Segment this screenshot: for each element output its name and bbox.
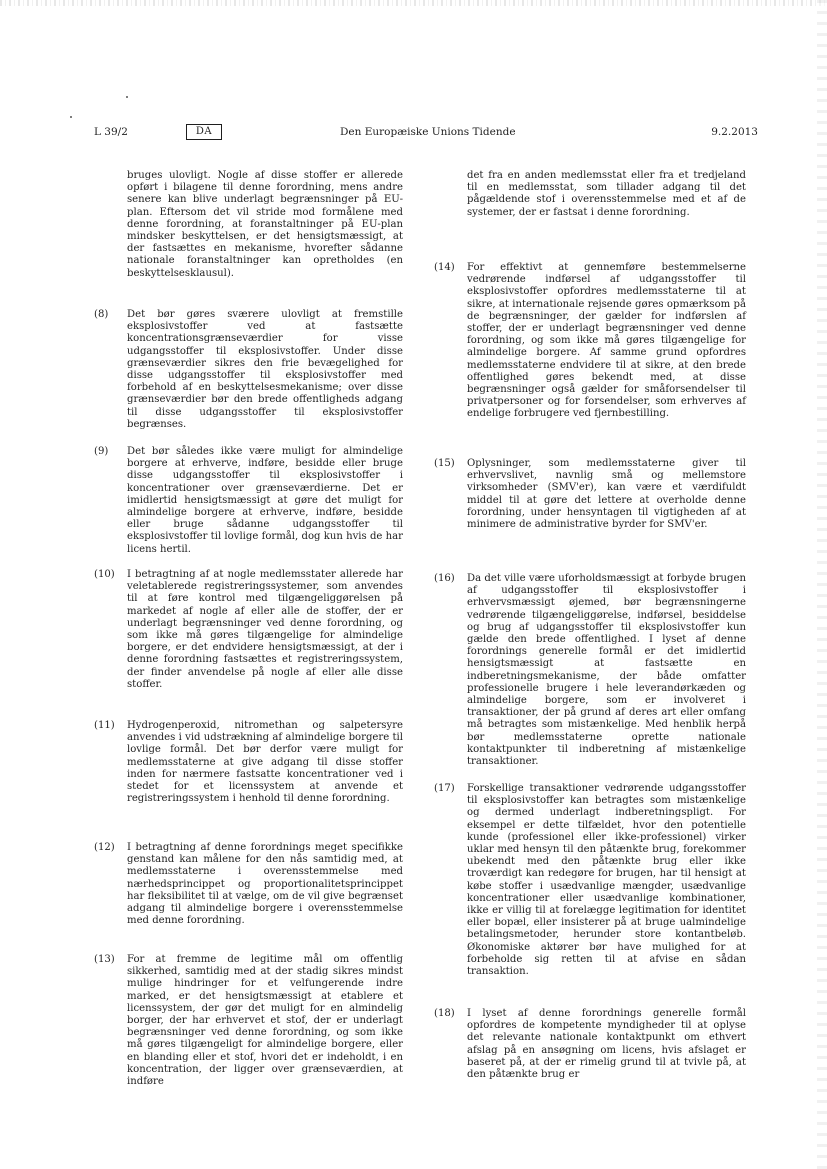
journal-title: Den Europæiske Unions Tidende [340,126,516,138]
recital-number: (17) [434,783,455,794]
scan-artifact-top [0,0,827,6]
recital-text: bruges ulovligt. Nogle af disse stoffer er allerede opført i bilagene til denne forordning, mens andre senere kan blive underlagt begrænsninger på EU-plan. Eftersom det vil stride mod formålene med denne forordning, at foranstaltninger på EU-plan mindsker beskyttelsen, er det hensigtsmæssigt, at der fastsættes en mekanisme, hvorefter sådanne nationale foranstaltninger kan opretholdes (en beskyttelsesklausul). [127,170,403,279]
recital-text: Da det ville være uforholdsmæssigt at forbyde brugen af udgangsstoffer til eksplosivstoffer i erhvervsmæssigt øjemed, bør begrænsningerne vedrørende tilgængeliggørelse, indførsel, besiddelse og brug af udgangsstoffer til eksplosivstoffer kun gælde den brede offentlighed. I lyset af denne forordnings generelle formål er det imidlertid hensigtsmæssigt at fastsætte en indberetningsmekanisme, der både omfatter professionelle brugere i hele leverandørkæden og almindelige borgere, som er involveret i transaktioner, der på grund af deres art eller omfang må betragtes som mistænkelige. Med henblik herpå bør medlemsstaterne oprette nationale kontaktpunkter til indberetning af mistænkelige transaktioner. [467,573,746,768]
page-header [94,124,758,142]
recital-number: (11) [94,720,115,731]
recital-text: Forskellige transaktioner vedrørende udgangsstoffer til eksplosivstoffer kan betragtes som mistænkelige og dermed underlagt indberetningspligt. For eksempel er dette tilfældet, hvor den potentielle kunde (professionel eller ikke-professionel) virker uklar med hensyn til den påtænkte brug, forekommer ubekendt med den påtænkte brug eller ikke troværdigt kan redegøre for brugen, har til hensigt at købe stoffer i usædvanlige mængder, usædvanlige koncentrationer eller usædvanlige kombinationer, ikke er villig til at forelægge legitimation for identitet eller bopæl, eller insisterer på at bruge ualmindelige betalingsmetoder, herunder store kontantbeløb. Økonomiske aktører bør have mulighed for at forbeholde sig retten til at afvise en sådan transaktion. [467,783,746,978]
recital-text: I betragtning af at nogle medlemsstater allerede har veletablerede registreringssystemer, som anvendes til at føre kontrol med tilgængeliggørelsen på markedet af nogle af eller alle de stoffer, der er underlagt begrænsninger ved denne forordning, og som ikke må gøres tilgængelige for almindelige borgere, er det endvidere hensigtsmæssigt, at der i denne forordning fastsættes et registreringssystem, der finder anvendelse på nogle af eller alle disse stoffer. [127,569,403,690]
scan-artifact-right [817,0,827,1169]
recital-number: (8) [94,309,109,320]
recital-text: For effektivt at gennemføre bestemmelserne vedrørende indførsel af udgangsstoffer til eksplosivstoffer opfordres medlemsstaterne til at sikre, at internationale rejsende gøres opmærksom på de begrænsninger, der gælder for indførslen af stoffer, der er underlagt begrænsninger ved denne forordning, og som ikke må gøres tilgængelige for almindelige borgere. Af samme grund opfordres medlemsstaterne endvidere til at sikre, at den brede offentlighed gøres bekendt med, at disse begrænsninger også gælder for småforsendelser til privatpersoner og for forsendelser, som erhverves af endelige forbrugere ved fjernbestilling. [467,262,746,420]
recital-number: (9) [94,446,109,457]
recital-number: (18) [434,1008,455,1019]
recital-text: I betragtning af denne forordnings meget specifikke genstand kan målene for den nås samtidig med, at medlemsstaterne i overensstemmelse med nærhedsprincippet og proportionalitetsprincippet har fleksibilitet til at vælge, om de vil give begrænset adgang til almindelige borgere i overensstemmelse med denne forordning. [127,842,403,927]
recital-number: (10) [94,569,115,580]
language-badge: DA [186,124,222,140]
recital-number: (13) [94,954,115,965]
recital-text: det fra en anden medlemsstat eller fra et tredjeland til en medlemsstat, som tillader adgang til det pågældende stof i overensstemmelse med et af de systemer, der er fastsat i denne forordning. [467,170,746,218]
scan-speck [70,116,72,118]
recital-text: Det bør gøres sværere ulovligt at fremstille eksplosivstoffer ved at fastsætte koncentrationsgrænseværdier for visse udgangsstoffer til eksplosivstoffer. Under disse grænseværdier sikres den frie bevægelighed for disse udgangsstoffer til eksplosivstoffer med forbehold af en beskyttelsesmekanisme; over disse grænseværdier bør den brede offentligheds adgang til disse udgangsstoffer til eksplosivstoffer begrænses. [127,309,403,430]
scan-speck [126,96,128,98]
recital-text: Oplysninger, som medlemsstaterne giver til erhvervslivet, navnlig små og mellemstore virksomheder (SMV'er), kan være et værdifuldt middel til at gøre det lettere at overholde denne forordning, under hensyntagen til vigtigheden af at minimere de administrative byrder for SMV'er. [467,458,746,531]
publication-date: 9.2.2013 [711,126,758,138]
recital-text: For at fremme de legitime mål om offentlig sikkerhed, samtidig med at der stadig sikres mindst mulige hindringer for et velfungerende indre marked, er det hensigtsmæssigt at etablere et licenssystem, der gør det muligt for en almindelig borger, der har erhvervet et stof, der er underlagt begrænsninger ved denne forordning, og som ikke må gøres tilgængeligt for almindelige borgere, eller en blanding eller et stof, hvori det er indeholdt, i en koncentration, der ligger over grænseværdien, at indføre [127,954,403,1088]
recital-number: (15) [434,458,455,469]
recital-text: Hydrogenperoxid, nitromethan og salpetersyre anvendes i vid udstrækning af almindelige borgere til lovlige formål. Det bør derfor være muligt for medlemsstaterne at give adgang til disse stoffer inden for nærmere fastsatte koncentrationer ved i stedet for et licenssystem at anvende et registreringssystem i henhold til denne forordning. [127,720,403,805]
recital-text: I lyset af denne forordnings generelle formål opfordres de kompetente myndigheder til at oplyse det relevante nationale kontaktpunkt om ethvert afslag på en ansøgning om licens, hvis afslaget er baseret på, at der er rimelig grund til at tvivle på, at den påtænkte brug er [467,1008,746,1081]
recital-number: (14) [434,262,455,273]
recital-text: Det bør således ikke være muligt for almindelige borgere at erhverve, indføre, besidde eller bruge disse udgangsstoffer til eksplosivstoffer i koncentrationer over grænseværdierne. Det er imidlertid hensigtsmæssigt at gøre det muligt for almindelige borgere at erhverve, indføre, besidde eller bruge sådanne udgangsstoffer til eksplosivstoffer til lovlige formål, dog kun hvis de har licens hertil. [127,446,403,555]
recital-number: (12) [94,842,115,853]
page-number: L 39/2 [94,126,128,138]
recital-number: (16) [434,573,455,584]
